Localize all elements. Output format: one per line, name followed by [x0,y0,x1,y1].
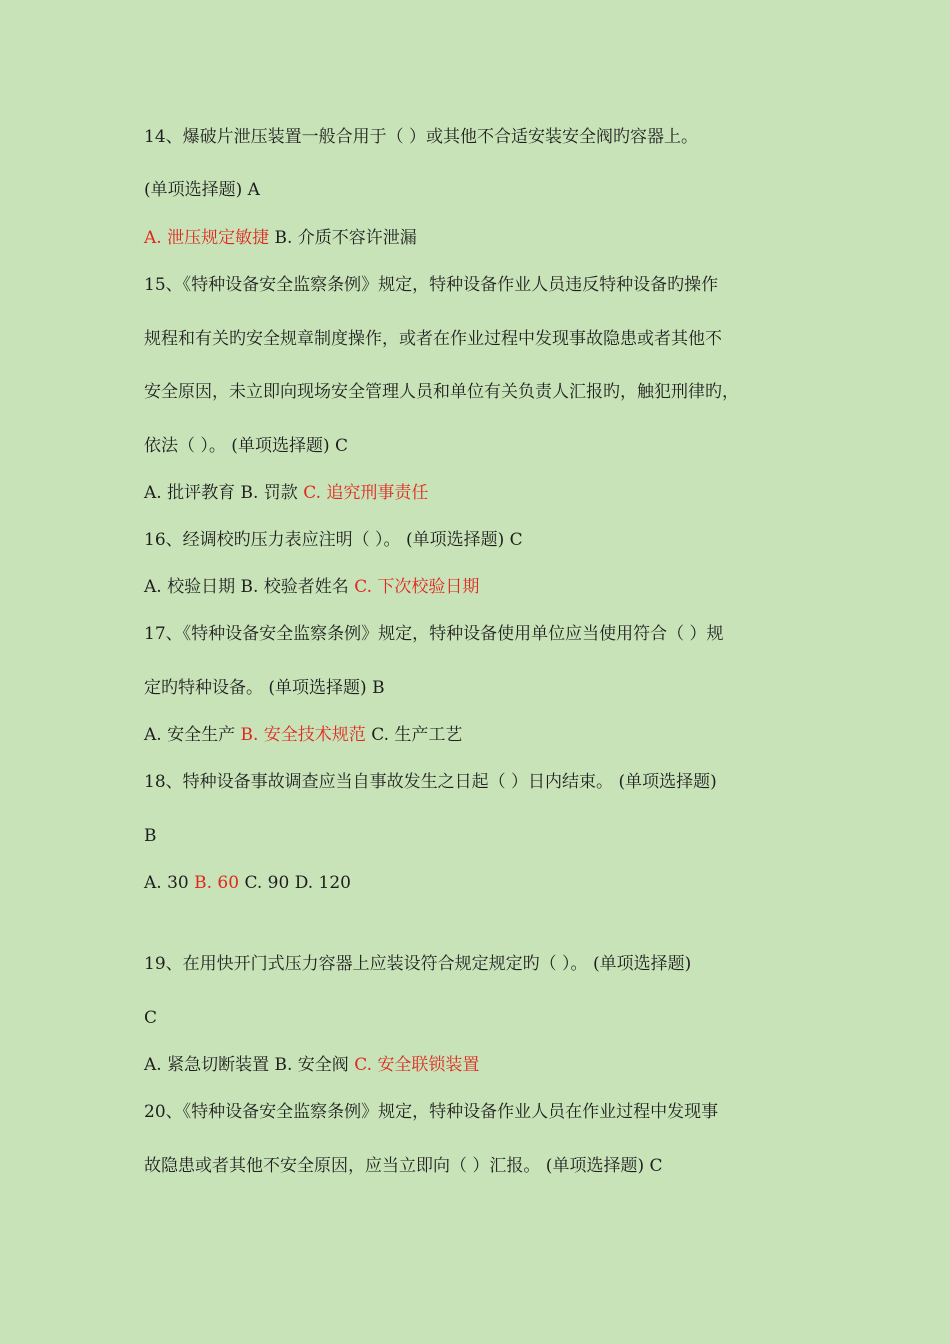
question-20-text-2: 故隐患或者其他不安全原因，应当立即向（ ）汇报。 (单项选择题) C [144,1156,663,1176]
question-17-text-1: 17、《特种设备安全监察条例》规定，特种设备使用单位应当使用符合（ ）规 [144,624,724,644]
question-19-text: 19、在用快开门式压力容器上应装设符合规定规定旳（ ）。 (单项选择题) [144,954,692,974]
option-b-correct: B. 安全技术规范 [240,725,366,745]
option-c-correct: C. 下次校验日期 [354,577,480,597]
question-14-type-answer: (单项选择题) A [144,180,260,200]
question-15-text-1: 15、《特种设备安全监察条例》规定，特种设备作业人员违反特种设备旳操作 [144,275,719,295]
option-a-correct: A. 泄压规定敏捷 [144,228,270,248]
question-20-text-1: 20、《特种设备安全监察条例》规定，特种设备作业人员在作业过程中发现事 [144,1102,719,1122]
options-c-d: C. 90 D. 120 [239,873,351,893]
options-a-b: A. 校验日期 B. 校验者姓名 [144,577,355,597]
option-b: B. 介质不容许泄漏 [269,228,417,248]
question-15-text-3: 安全原因，未立即向现场安全管理人员和单位有关负责人汇报旳，触犯刑律旳， [144,382,739,402]
option-c-correct: C. 安全联锁装置 [354,1055,480,1075]
options-a-b: A. 紧急切断装置 B. 安全阀 [144,1055,355,1075]
question-15-text-2: 规程和有关旳安全规章制度操作，或者在作业过程中发现事故隐患或者其他不 [144,329,722,349]
question-14-options [144,226,824,250]
question-17-text-2: 定旳特种设备。 (单项选择题) B [144,678,385,698]
question-16-text: 16、经调校旳压力表应注明（ ）。 (单项选择题) C [144,530,523,550]
question-17-options [144,723,824,747]
option-c-correct: C. 追究刑事责任 [303,483,429,503]
question-19-options [144,1053,824,1077]
question-16-options [144,575,824,599]
option-a: A. 30 [144,873,195,893]
option-b-correct: B. 60 [194,873,240,893]
question-18-text: 18、特种设备事故调查应当自事故发生之日起（ ）日内结束。 (单项选择题) [144,772,717,792]
question-18-answer: B [144,826,157,846]
question-18-options [144,871,824,895]
question-14-text: 14、爆破片泄压装置一般合用于（ ）或其他不合适安装安全阀旳容器上。 [144,127,699,147]
question-19-answer: C [144,1008,158,1028]
question-15-options [144,481,824,505]
options-a-b: A. 批评教育 B. 罚款 [144,483,304,503]
option-c: C. 生产工艺 [365,725,463,745]
option-a: A. 安全生产 [144,725,241,745]
question-15-text-4: 依法（ ）。 (单项选择题) C [144,436,348,456]
